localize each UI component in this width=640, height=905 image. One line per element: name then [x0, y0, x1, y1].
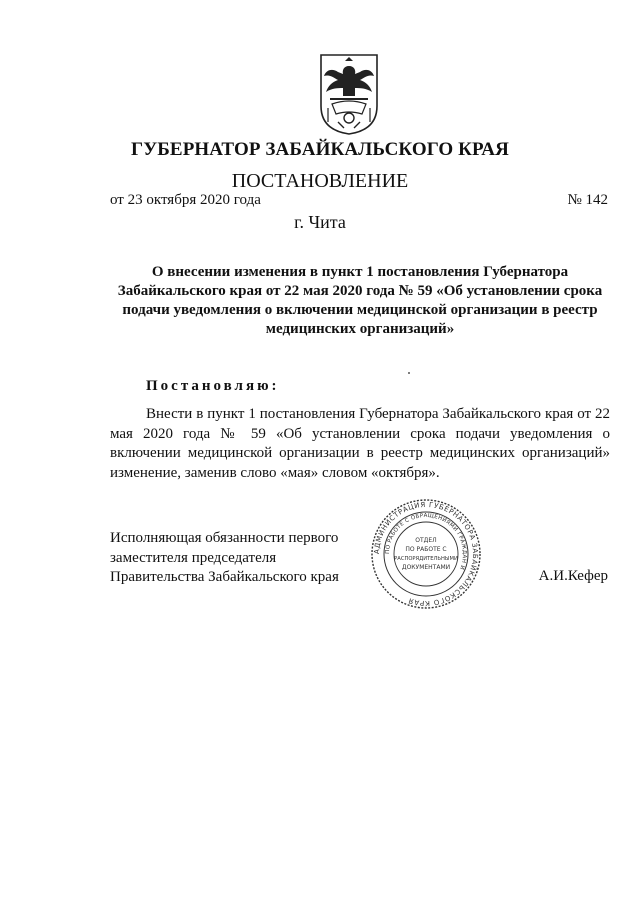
signatory-name: А.И.Кефер [538, 568, 608, 584]
signatory-position-line: Правительства Забайкальского края [110, 569, 339, 585]
heading-line: подачи уведомления о включении медицинской организации в реестр [122, 302, 598, 318]
document-date: от 23 октября 2020 года [110, 192, 261, 208]
stamp-center-line: ОТДЕЛ [415, 537, 437, 544]
document-city: г. Чита [294, 212, 346, 232]
stamp-seal-icon [370, 498, 482, 610]
document-number: № 142 [567, 192, 608, 208]
heading-line: медицинских организаций» [265, 321, 455, 337]
stamp-center-line: ДОКУМЕНТАМИ [401, 564, 451, 571]
signatory-position [110, 529, 339, 588]
signatory-position-line: заместителя председателя [110, 549, 277, 566]
organization-title: ГУБЕРНАТОР ЗАБАЙКАЛЬСКОГО КРАЯ [131, 139, 509, 160]
heading-line: Забайкальского края от 22 мая 2020 года № 59 «Об установлении срока [117, 283, 603, 299]
coat-of-arms-icon [318, 52, 380, 136]
heading-line: О внесении изменения в пункт 1 постановления Губернатора [151, 264, 569, 280]
body-paragraph: Внести в пункт 1 постановления Губернатора Забайкальского края от 22 мая 2020 года № 59 «Об установлении срока подачи уведомления о включении медицинской организации в реестр медицинских организаций» изменение, заменив слово «мая» словом «октября». [110, 406, 610, 481]
stamp-inner-text: ПО РАБОТЕ С ОБРАЩЕНИЯМИ ГРАЖДАН И [384, 512, 468, 571]
document-type: ПОСТАНОВЛЕНИЕ [231, 170, 409, 192]
stamp-outer-text: АДМИНИСТРАЦИЯ ГУБЕРНАТОРА ЗАБАЙКАЛЬСКОГО КРАЯ [372, 500, 480, 608]
document-heading [110, 263, 610, 339]
stamp-center-line: РАСПОРЯДИТЕЛЬНЫМИ [394, 556, 458, 562]
scan-speck [408, 372, 410, 374]
stamp-center-line: ПО РАБОТЕ С [405, 546, 447, 553]
signatory-position-line: Исполняющая обязанности первого [110, 530, 339, 546]
resolve-word: Постановляю: [146, 378, 280, 394]
